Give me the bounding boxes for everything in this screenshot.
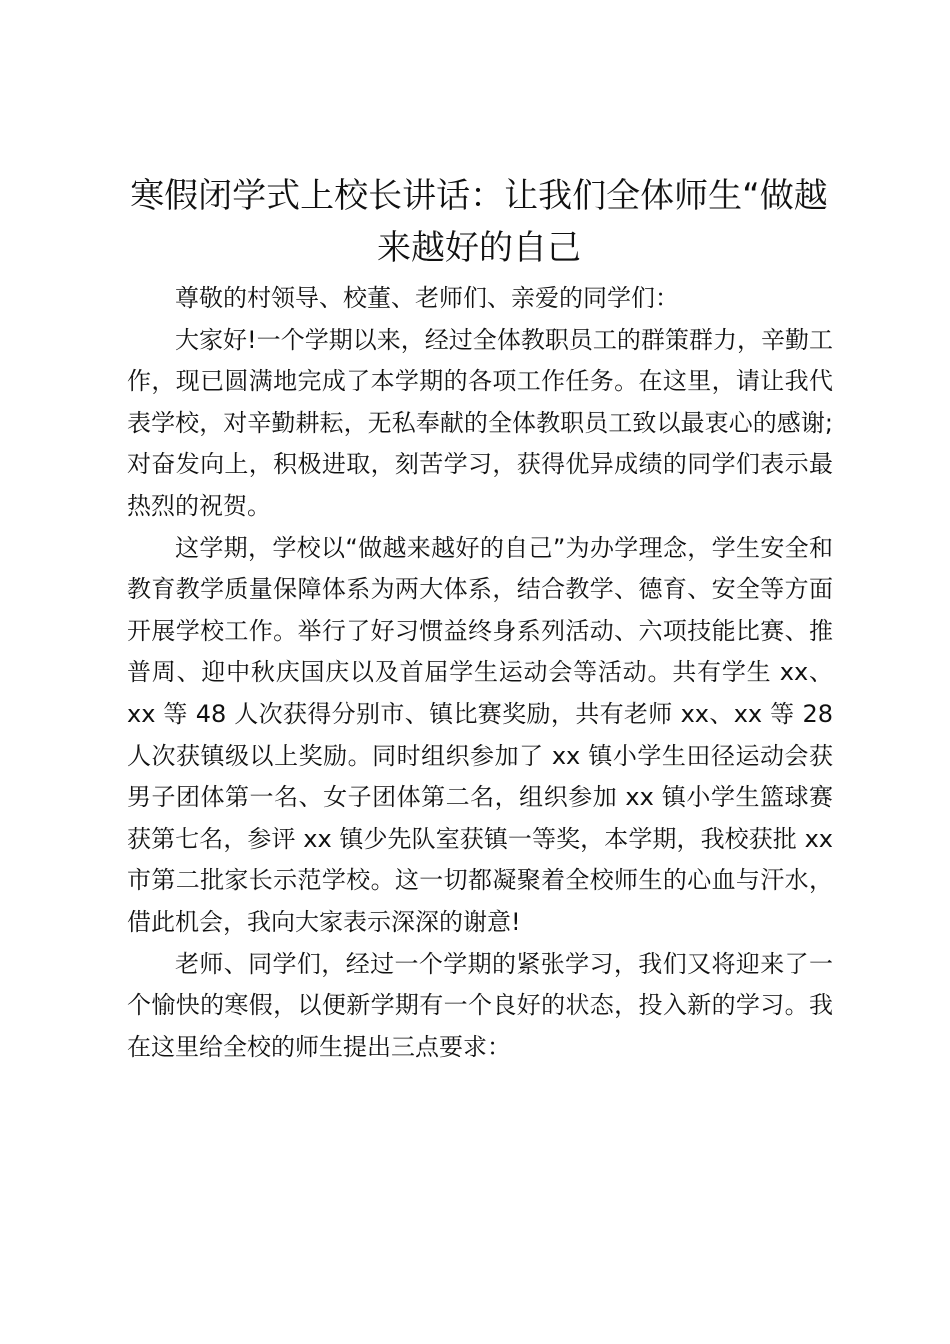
paragraph-requirements: 老师、同学们，经过一个学期的紧张学习，我们又将迎来了一个愉快的寒假，以便新学期有一个良好的状态，投入新的学习。我在这里给全校的师生提出三点要求： (127, 949, 833, 1061)
salutation: 尊敬的村领导、校董、老师们、亲爱的同学们： (175, 284, 679, 312)
paragraph-achievements: 这学期，学校以“做越来越好的自己”为办学理念，学生安全和教育教学质量保障体系为两大体系，结合教学、德育、安全等方面开展学校工作。举行了好习惯益终身系列活动、六项技能比赛、推普周、迎中秋庆国庆以及首届学生运动会等活动。共有学生 xx、xx 等 48 人次获得分别市、镇比赛奖励，共有老师 xx、xx 等 28 人次获镇级以上奖励。同时组织参加了 xx 镇小学生田径运动会获男子团体第一名、女子团体第二名，组织参加 xx 镇小学生篮球赛获第七名，参评 xx 镇少先队室获镇一等奖，本学期，我校获批 xx 市第二批家长示范学校。这一切都凝聚着全校师生的心血与汗水，借此机会，我向大家表示深深的谢意! (127, 533, 833, 936)
paragraph-thanks: 大家好!一个学期以来，经过全体教职员工的群策群力，辛勤工作，现已圆满地完成了本学期的各项工作任务。在这里，请让我代表学校，对辛勤耕耘，无私奉献的全体教职员工致以最衷心的感谢;对奋发向上，积极进取，刻苦学习，获得优异成绩的同学们表示最热烈的祝贺。 (127, 325, 833, 520)
document-title: 寒假闭学式上校长讲话：让我们全体师生“做越来越好的自己 (130, 176, 828, 268)
document-body (127, 278, 833, 1068)
